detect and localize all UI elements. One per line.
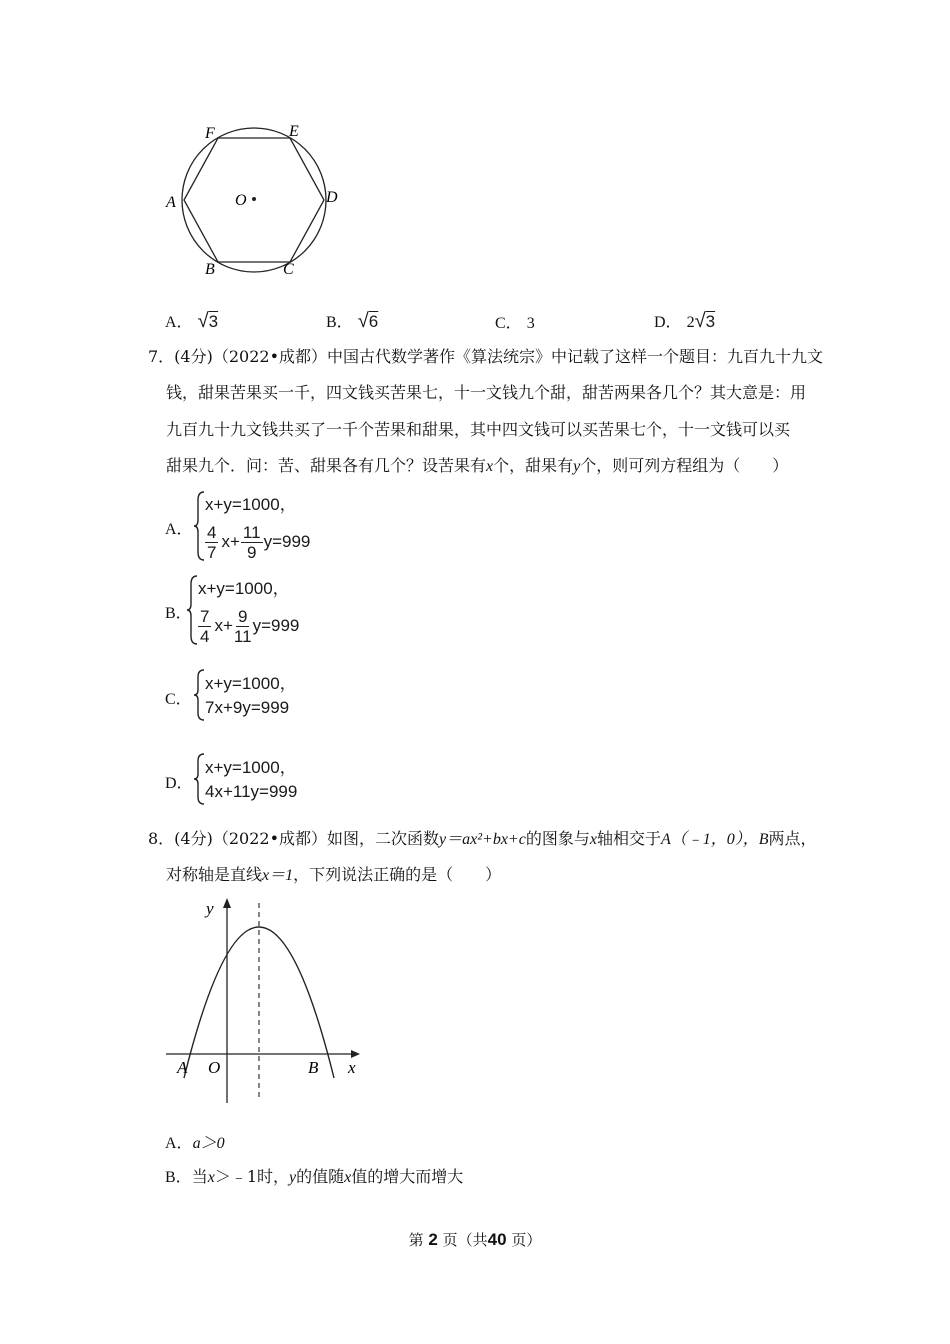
q8-line-1 [148, 829, 817, 850]
option-text-mid: ＞﹣1时， [214, 1167, 289, 1186]
option-label: A． [165, 314, 193, 331]
footer-mid: 页（共 [442, 1231, 488, 1249]
q8-line-1-end: 两点， [768, 829, 817, 848]
fraction-2 [234, 607, 252, 646]
q7-option-d[interactable] [165, 752, 365, 808]
q8-line-2-pre: 对称轴是直线 [166, 865, 263, 884]
points-a-b: A（﹣1，0），B [660, 831, 769, 848]
var-x: x [207, 1169, 215, 1186]
option-text-end: 值的增大而增大 [351, 1167, 464, 1186]
option-label: B． [165, 1169, 192, 1186]
q6-option-b[interactable] [326, 311, 378, 333]
denominator: 9 [247, 542, 257, 562]
label-O: O [208, 1058, 221, 1077]
option-label: C． [495, 315, 522, 332]
fraction-1 [198, 607, 211, 646]
equation-2: 7x+9y=999 [205, 698, 290, 717]
q7-line-4-pre: 甜果九个．问：苦、甜果各有几个？设苦果有 [166, 456, 487, 475]
q6-option-c[interactable] [495, 313, 535, 334]
q8-option-a[interactable] [165, 1133, 225, 1154]
option-text-pre: 当 [191, 1167, 208, 1186]
var-y: y [573, 458, 581, 475]
option-text-mid2: 的值随 [296, 1167, 345, 1186]
mid-term: x+ [221, 532, 240, 551]
option-label: D． [654, 314, 682, 331]
label-B: B [308, 1058, 319, 1077]
q7-option-b[interactable] [165, 572, 365, 648]
option-label: B． [326, 314, 353, 331]
denominator: 7 [207, 542, 217, 562]
option-text: a＞0 [192, 1135, 225, 1152]
q8-line-1-pre: 8．(4分)（2022•成都）如图，二次函数 [148, 829, 440, 848]
label-E: E [289, 123, 299, 140]
sqrt-icon: √ [357, 310, 369, 332]
radicand: 6 [368, 312, 379, 331]
q6-option-d[interactable] [654, 311, 715, 333]
denominator: 11 [233, 626, 252, 646]
label-y: y [206, 899, 214, 918]
footer-post: 页） [511, 1231, 542, 1249]
sqrt-icon: √ [694, 310, 706, 332]
equation-1: x+y=1000， [205, 674, 297, 693]
option-label: D． [165, 775, 193, 792]
tail-term: y=999 [252, 616, 300, 635]
center-dot [252, 197, 256, 201]
equation-1: x+y=1000， [205, 758, 297, 777]
page-footer [0, 1229, 950, 1250]
denominator: 4 [200, 626, 210, 646]
option-label: C． [165, 691, 192, 708]
q7-line-4-mid: 个，甜果有 [493, 456, 574, 475]
equation-2 [198, 604, 299, 648]
fraction-1 [205, 523, 218, 562]
radicand: 3 [705, 312, 716, 331]
label-A: A [166, 194, 176, 211]
numerator: 7 [200, 606, 210, 626]
footer-total-pages: 40 [487, 1230, 507, 1249]
radicand: 3 [208, 312, 219, 331]
function-expression: y＝ax²+bx+c [439, 831, 526, 848]
equation-2 [205, 520, 310, 564]
label-D: D [326, 189, 338, 206]
q7-option-c[interactable] [165, 668, 365, 724]
q8-line-2-post: ，下列说法正确的是（ ） [293, 865, 502, 884]
footer-pre: 第 [408, 1231, 424, 1249]
q7-line-4-post: 个，则可列方程组为（ ） [580, 456, 789, 475]
hexagon-circle-figure [150, 110, 350, 290]
option-label: B． [165, 605, 192, 622]
mid-term: x+ [214, 616, 233, 635]
q7-line-3: 九百九十九文钱共买了一千个苦果和甜果，其中四文钱可以买苦果七个，十一文钱可以买 [166, 420, 791, 439]
numerator: 11 [242, 522, 261, 542]
label-B: B [205, 261, 215, 278]
equation-1: x+y=1000， [198, 579, 290, 598]
var-x-2: x [344, 1169, 352, 1186]
tail-term: y=999 [263, 532, 311, 551]
q8-line-1-post2: 轴相交于 [596, 829, 661, 848]
q7-line-2: 钱，甜果苦果买一千，四文钱买苦果七，十一文钱九个甜，甜苦两果各几个？其大意是：用 [166, 383, 807, 402]
q7-line-4 [166, 456, 788, 477]
label-F: F [205, 125, 215, 142]
parabola-figure [160, 893, 370, 1108]
coefficient: 2 [686, 314, 695, 331]
fraction-2 [241, 523, 263, 562]
q6-option-a[interactable] [165, 311, 218, 333]
equation-2: 4x+11y=999 [205, 782, 298, 801]
q7-line-1: 7．(4分)（2022•成都）中国古代数学著作《算法统宗》中记载了这样一个题目：九百九十九文 [148, 347, 824, 366]
var-y: y [289, 1169, 297, 1186]
var-x: x [589, 831, 597, 848]
x-axis-arrow-icon [351, 1050, 360, 1058]
equation-1: x+y=1000， [205, 495, 297, 514]
q8-line-2 [166, 865, 501, 886]
q8-option-b[interactable] [165, 1167, 463, 1188]
label-C: C [283, 261, 294, 278]
option-label: A． [165, 1135, 193, 1152]
numerator: 4 [207, 522, 217, 542]
var-x: x [486, 458, 494, 475]
numerator: 9 [238, 606, 248, 626]
label-A: A [177, 1058, 188, 1077]
y-axis-arrow-icon [223, 898, 231, 908]
label-O: O [235, 192, 247, 209]
option-label: A． [165, 521, 193, 538]
q7-option-a[interactable] [165, 488, 365, 564]
option-value: 3 [526, 315, 535, 332]
label-x: x [348, 1058, 356, 1077]
axis-equation: x＝1 [262, 867, 294, 884]
q8-line-1-post: 的图象与 [525, 829, 590, 848]
footer-page-number: 2 [428, 1230, 438, 1249]
sqrt-icon: √ [197, 310, 209, 332]
